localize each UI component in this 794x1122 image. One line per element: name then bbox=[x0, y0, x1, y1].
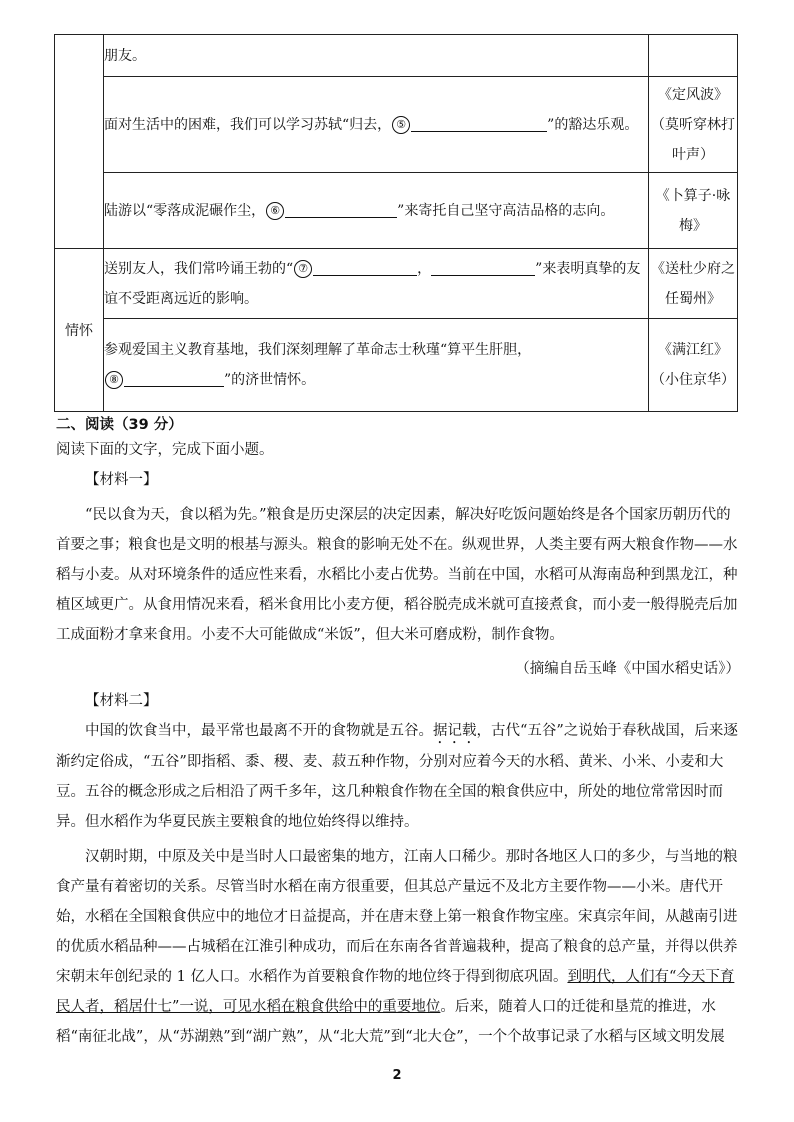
source-cell: 《定风波》（莫听穿林打叶声） bbox=[649, 77, 738, 173]
page-number: 2 bbox=[392, 1068, 402, 1083]
answer-blank[interactable] bbox=[431, 259, 535, 276]
emphasis-dots-text: 据记载 bbox=[433, 723, 477, 739]
material-1-body: “民以食为天，食以稻为先。”粮食是历史深层的决定因素，解决好吃饭问题始终是各个国家历朝历代的首要之事；粮食也是文明的根基与源头。粮食的影响无处不在。纵观世界，人类主要有两大粮食作物——水稻与小麦。从对环境条件的适应性来看，水稻比小麦占优势。当前在中国，水稻可从海南岛种到黑龙江，种植区域更广。从食用情况来看，稻米食用比小麦方便，稻谷脱壳成米就可直接煮食，而小麦一般得脱壳后加工成面粉才拿来食用。小麦不大可能做成“米饭”，但大米可磨成粉，制作食物。 bbox=[56, 507, 738, 643]
table-row bbox=[55, 35, 738, 77]
answer-blank[interactable] bbox=[124, 370, 224, 387]
row-text: 送别友人，我们常吟诵王勃的“ ⑦ ， ”来表明真挚的友谊不受距离远近的影响。 bbox=[104, 249, 649, 319]
answer-blank[interactable] bbox=[285, 201, 397, 218]
source-cell-empty bbox=[649, 35, 738, 77]
answer-blank[interactable] bbox=[313, 259, 417, 276]
row-text: 面对生活中的困难，我们可以学习苏轼“归去， ⑤ ”的豁达乐观。 bbox=[104, 77, 649, 173]
source-cell: 《送杜少府之任蜀州》 bbox=[649, 249, 738, 319]
source-cell: 《满江红》（小住京华） bbox=[649, 319, 738, 412]
section-title: 二、阅读（39 分） bbox=[56, 417, 183, 433]
row-text: 朋友。 bbox=[104, 35, 649, 77]
blank-number: ⑤ bbox=[392, 116, 410, 134]
blank-number: ⑧ bbox=[105, 371, 123, 389]
table-row bbox=[55, 77, 738, 173]
material-2-label: 【材料二】 bbox=[85, 693, 158, 709]
table-row bbox=[55, 249, 738, 319]
poetry-fill-table bbox=[54, 34, 738, 412]
material-2-paragraph-2: 汉朝时期，中原及关中是当时人口最密集的地方，江南人口稀少。那时各地区人口的多少，与当地的粮食产量有着密切的关系。尽管当时水稻在南方很重要，但其总产量远不及北方主要作物——小米。唐代开始，水稻在全国粮食供应中的地位才日益提高，并在唐末登上第一粮食作物宝座。宋真宗年间，从越南引进的优质水稻品种——占城稻在江淮引种成功，而后在东南各省普遍栽种，提高了粮食的总产量，并得以供养宋朝末年创纪录的 1 亿人口。水稻作为首要粮食作物的地位终于得到彻底巩固。到明代，人们有“今天下育民人者，稻居什七”一说，可见水稻在粮食供给中的重要地位。后来，随着人口的迁徙和垦荒的推进，水稻“南征北战”，从“苏湖熟”到“湖广熟”，从“北大荒”到“北大仓”，一个个故事记录了水稻与区域文明发展 bbox=[56, 849, 738, 1045]
table-row bbox=[55, 173, 738, 249]
table-row bbox=[55, 319, 738, 412]
source-cell: 《卜算子·咏梅》 bbox=[649, 173, 738, 249]
material-2-paragraph-1: 中国的饮食当中，最平常也最离不开的食物就是五谷。据记载，古代“五谷”之说始于春秋战国，后来逐渐约定俗成，“五谷”即指稻、黍、稷、麦、菽五种作物，分别对应着今天的水稻、黄米、小米、小麦和大豆。五谷的概念形成之后相沿了两千多年，这几种粮食作物在全国的粮食供应中，所处的地位常常因时而异。但水稻作为华夏民族主要粮食的地位始终得以维持。 bbox=[56, 723, 738, 830]
material-1-label: 【材料一】 bbox=[85, 472, 158, 488]
row-text: 陆游以“零落成泥碾作尘， ⑥ ”来寄托自己坚守高洁品格的志向。 bbox=[104, 173, 649, 249]
blank-number: ⑦ bbox=[294, 260, 312, 278]
answer-blank[interactable] bbox=[411, 115, 547, 132]
instruction: 阅读下面的文字，完成下面小题。 bbox=[56, 442, 274, 458]
underlined-sentence: 到明代，人们有“今天下育民人者，稻居什七”一说，可见水稻在粮食供给中的重要地位 bbox=[56, 969, 735, 1015]
blank-number: ⑥ bbox=[266, 202, 284, 220]
row-text: 参观爱国主义教育基地，我们深刻理解了革命志士秋瑾“算平生肝胆， ⑧ ”的济世情怀。 bbox=[104, 319, 649, 412]
category-cell-empty bbox=[55, 35, 104, 249]
material-1-source: （摘编自岳玉峰《中国水稻史话》） bbox=[515, 661, 740, 677]
category-cell: 情怀 bbox=[55, 249, 104, 412]
